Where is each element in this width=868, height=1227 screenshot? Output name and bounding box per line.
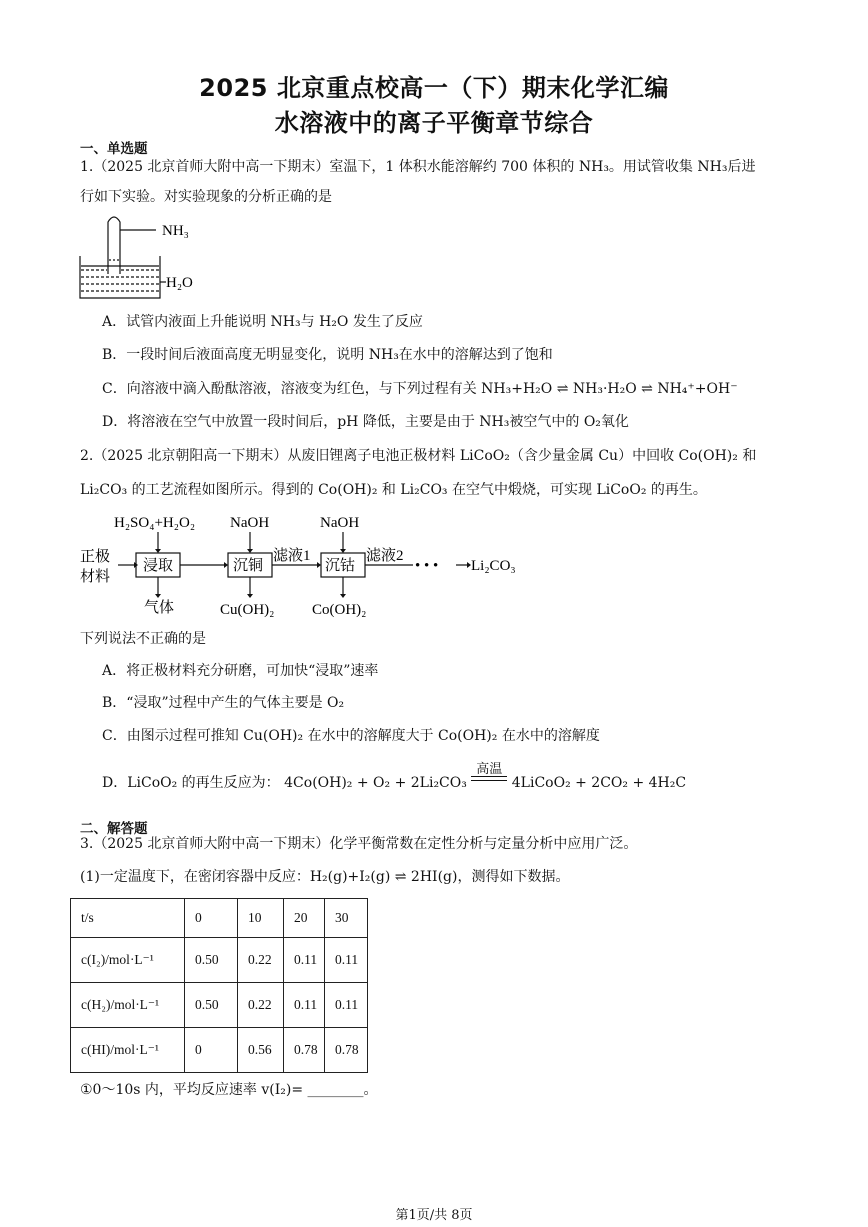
reaction-condition: 高温 bbox=[476, 762, 503, 777]
table-cell: 0 bbox=[185, 1028, 238, 1073]
q1-option-c[interactable]: C．向溶液中滴入酚酞溶液，溶液变为红色，与下列过程有关 NH₃+H₂O ⇌ NH₃·H₂O ⇌ NH₄⁺+OH⁻ bbox=[102, 381, 738, 397]
table-row bbox=[71, 938, 368, 983]
table-cell: c(H₂)/mol·L⁻¹ bbox=[71, 983, 185, 1028]
table-cell: c(HI)/mol·L⁻¹ bbox=[71, 1028, 185, 1073]
q1-apparatus-figure bbox=[78, 212, 218, 304]
table-cell: 20 bbox=[284, 899, 325, 938]
table-cell: 0.22 bbox=[238, 983, 284, 1028]
flow-dots: • • • bbox=[415, 558, 439, 574]
flow-filtrate-1: 滤液1 bbox=[273, 548, 311, 564]
q2-option-d-eq-left: 4Co(OH)₂ + O₂ + 2Li₂CO₃ bbox=[284, 775, 467, 791]
q2-prompt: 下列说法不正确的是 bbox=[80, 631, 206, 647]
flow-box-2-label: 沉铜 bbox=[233, 558, 264, 574]
table-cell: 0.11 bbox=[325, 983, 368, 1028]
q2-option-c[interactable]: C．由图示过程可推知 Cu(OH)₂ 在水中的溶解度大于 Co(OH)₂ 在水中的溶解度 bbox=[102, 728, 600, 744]
flow-box-3-label: 沉钴 bbox=[325, 558, 356, 574]
q2-option-d[interactable] bbox=[102, 762, 687, 792]
table-cell: c(I₂)/mol·L⁻¹ bbox=[71, 938, 185, 983]
table-cell: 0.22 bbox=[238, 938, 284, 983]
page-footer: 第1页/共 8页 bbox=[395, 1208, 473, 1223]
q1-stem-line2: 行如下实验。对实验现象的分析正确的是 bbox=[80, 189, 332, 205]
flow-out-1: 气体 bbox=[144, 600, 175, 616]
table-cell: 0.50 bbox=[185, 983, 238, 1028]
flow-reagent-3: NaOH bbox=[320, 515, 360, 531]
q1-option-d[interactable]: D．将溶液在空气中放置一段时间后，pH 降低，主要是由于 NH₃被空气中的 O₂氧化 bbox=[102, 414, 629, 430]
q2-stem-line2: Li₂CO₃ 的工艺流程如图所示。得到的 Co(OH)₂ 和 Li₂CO₃ 在空气中煅烧，可实现 LiCoO₂ 的再生。 bbox=[80, 482, 707, 498]
q2-option-d-prefix: D．LiCoO₂ 的再生反应为： bbox=[102, 775, 280, 791]
page-title: 2025 北京重点校高一（下）期末化学汇编 bbox=[199, 74, 669, 102]
page-subtitle: 水溶液中的离子平衡章节综合 bbox=[274, 109, 594, 137]
table-cell: 30 bbox=[325, 899, 368, 938]
flow-box-1-label: 浸取 bbox=[143, 558, 174, 574]
q1-option-b[interactable]: B．一段时间后液面高度无明显变化，说明 NH₃在水中的溶解达到了饱和 bbox=[102, 347, 553, 363]
table-row bbox=[71, 1028, 368, 1073]
flow-filtrate-2: 滤液2 bbox=[366, 548, 404, 564]
section-heading-1: 一、单选题 bbox=[80, 141, 148, 157]
flow-out-2: Cu(OH)₂ bbox=[220, 602, 275, 618]
table-cell: 10 bbox=[238, 899, 284, 938]
q2-stem-line1: 2.（2025 北京朝阳高一下期末）从废旧锂离子电池正极材料 LiCoO₂（含少量金属 Cu）中回收 Co(OH)₂ 和 bbox=[80, 448, 757, 464]
table-cell: 0.50 bbox=[185, 938, 238, 983]
q1-stem-line1: 1.（2025 北京首师大附中高一下期末）室温下，1 体积水能溶解约 700 体积的 NH₃。用试管收集 NH₃后进 bbox=[80, 159, 756, 175]
table-cell: 0.56 bbox=[238, 1028, 284, 1073]
label-h2o: H₂O bbox=[166, 275, 193, 291]
flow-start-line1: 正极 bbox=[80, 549, 111, 565]
label-nh3: NH₃ bbox=[162, 223, 189, 239]
q3-stem: 3.（2025 北京首师大附中高一下期末）化学平衡常数在定性分析与定量分析中应用广泛。 bbox=[80, 836, 638, 852]
q2-flow-diagram bbox=[78, 508, 538, 624]
flow-reagent-2: NaOH bbox=[230, 515, 270, 531]
table-cell: 0 bbox=[185, 899, 238, 938]
q3-data-table bbox=[70, 898, 368, 1073]
table-cell: 0.78 bbox=[325, 1028, 368, 1073]
q2-option-d-eq-right: 4LiCoO₂ + 2CO₂ + 4H₂C bbox=[511, 775, 687, 791]
table-cell: 0.11 bbox=[284, 983, 325, 1028]
flow-out-3: Co(OH)₂ bbox=[312, 602, 367, 618]
table-cell: 0.78 bbox=[284, 1028, 325, 1073]
table-row bbox=[71, 983, 368, 1028]
flow-product: Li₂CO₃ bbox=[471, 558, 516, 574]
q2-option-b[interactable]: B．“浸取”过程中产生的气体主要是 O₂ bbox=[102, 695, 345, 711]
q1-option-a[interactable]: A．试管内液面上升能说明 NH₃与 H₂O 发生了反应 bbox=[102, 314, 423, 330]
section-heading-2: 二、解答题 bbox=[80, 821, 148, 837]
table-cell: 0.11 bbox=[325, 938, 368, 983]
q3-subquestion-1[interactable]: ①0～10s 内，平均反应速率 v(I₂)= ________。 bbox=[80, 1082, 378, 1098]
table-header-row bbox=[71, 899, 368, 938]
q3-part1: (1)一定温度下，在密闭容器中反应：H₂(g)+I₂(g) ⇌ 2HI(g)，测得如下数据。 bbox=[80, 869, 570, 885]
flow-start-line2: 材料 bbox=[80, 569, 111, 585]
q2-option-a[interactable]: A．将正极材料充分研磨，可加快“浸取”速率 bbox=[102, 663, 379, 679]
table-cell: 0.11 bbox=[284, 938, 325, 983]
table-cell: t/s bbox=[71, 899, 185, 938]
flow-reagent-1: H₂SO₄+H₂O₂ bbox=[114, 515, 196, 531]
